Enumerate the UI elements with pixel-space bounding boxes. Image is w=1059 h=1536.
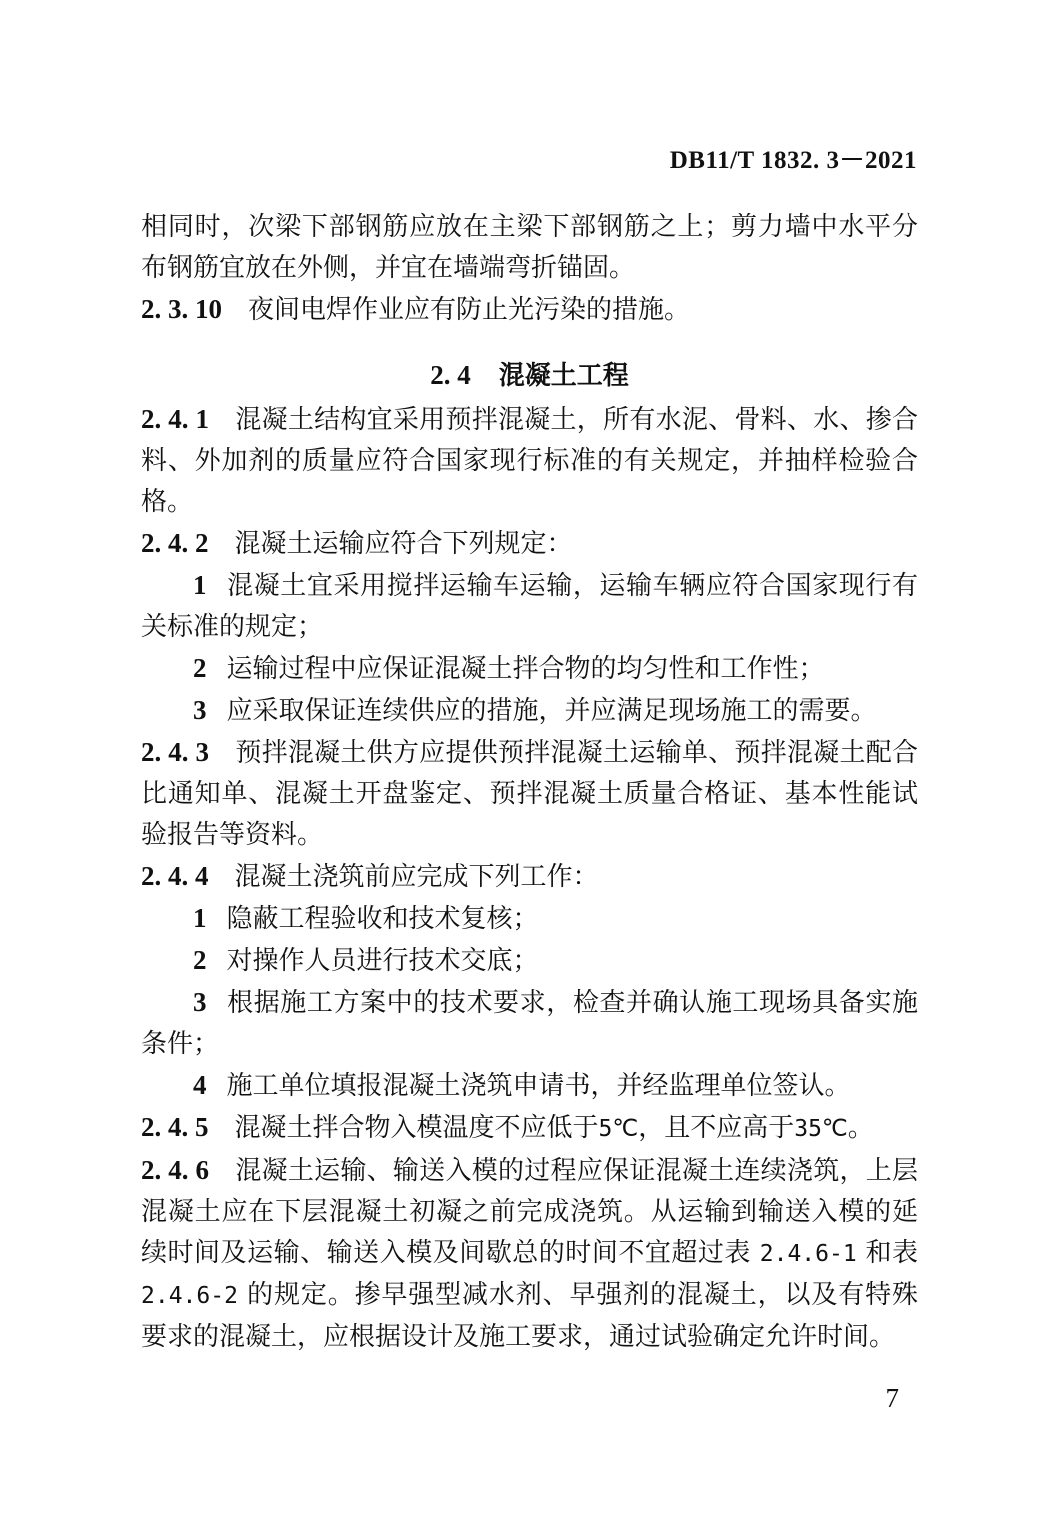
clause-text: 夜间电焊作业应有防止光污染的措施。 xyxy=(248,295,691,325)
clause-text: ，且不应高于 xyxy=(638,1113,795,1143)
list-item xyxy=(141,565,918,648)
clause-text: 预拌混凝土供方应提供预拌混凝土运输单、预拌混凝土配合比通知单、混凝土开盘鉴定、预拌混凝土质量合格证、基本性能试验报告等资料。 xyxy=(141,738,918,850)
clause-text: 混凝土运输、输送入模的过程应保证混凝土连续浇筑，上层混凝土应在下层混凝土初凝之前完成浇筑。从运输到输送入模的延续时间及运输、输送入模及间歇总的时间不宜超过表 xyxy=(141,1156,918,1268)
clause-number: 2. 3. 10 xyxy=(141,294,222,324)
list-item xyxy=(141,690,918,732)
clause-number: 2. 4. 5 xyxy=(141,1112,209,1142)
clause-2-4-6 xyxy=(141,1150,918,1358)
clause-2-3-10 xyxy=(141,289,918,331)
item-text: 运输过程中应保证混凝土拌合物的均匀性和工作性； xyxy=(226,654,825,684)
list-item xyxy=(141,648,918,690)
list-item xyxy=(141,1065,918,1107)
item-number: 3 xyxy=(193,695,207,725)
clause-2-4-5 xyxy=(141,1107,918,1150)
clause-text: 。 xyxy=(847,1113,874,1143)
clause-number: 2. 4. 1 xyxy=(141,404,210,434)
item-text: 对操作人员进行技术交底； xyxy=(226,946,539,976)
clause-text: 混凝土结构宜采用预拌混凝土，所有水泥、骨料、水、掺合料、外加剂的质量应符合国家现行标准的有关规定，并抽样检验合格。 xyxy=(141,405,918,517)
item-number: 2 xyxy=(193,653,207,683)
clause-text: 混凝土运输应符合下列规定： xyxy=(234,529,573,559)
document-body xyxy=(141,207,918,1358)
section-heading xyxy=(141,355,918,397)
clause-text: 混凝土浇筑前应完成下列工作： xyxy=(234,862,599,892)
clause-number: 2. 4. 4 xyxy=(141,861,209,891)
section-number: 2. 4 xyxy=(430,360,471,390)
item-text: 应采取保证连续供应的措施，并应满足现场施工的需要。 xyxy=(226,696,877,726)
item-text: 根据施工方案中的技术要求，检查并确认施工现场具备实施条件； xyxy=(141,988,918,1059)
continuation-paragraph: 相同时，次梁下部钢筋应放在主梁下部钢筋之上；剪力墙中水平分布钢筋宜放在外侧，并宜在墙端弯折锚固。 xyxy=(141,212,918,283)
temperature-high: 35℃ xyxy=(794,1116,848,1142)
item-number: 3 xyxy=(193,987,207,1017)
item-number: 1 xyxy=(193,903,207,933)
item-number: 2 xyxy=(193,945,207,975)
list-item xyxy=(141,898,918,940)
clause-2-4-3 xyxy=(141,732,918,856)
clause-number: 2. 4. 6 xyxy=(141,1155,210,1185)
clause-number: 2. 4. 3 xyxy=(141,737,210,767)
standard-code-header: DB11/T 1832. 3－2021 xyxy=(669,147,917,174)
temperature-low: 5℃ xyxy=(598,1116,639,1142)
item-number: 1 xyxy=(193,570,207,600)
page-number: 7 xyxy=(885,1383,899,1413)
list-item xyxy=(141,982,918,1065)
clause-text: 的规定。掺早强型减水剂、早强剂的混凝土，以及有特殊要求的混凝土，应根据设计及施工要求，通过试验确定允许时间。 xyxy=(141,1280,918,1352)
list-item xyxy=(141,940,918,982)
item-text: 隐蔽工程验收和技术复核； xyxy=(226,904,539,934)
table-reference: 2.4.6-2 xyxy=(141,1283,238,1309)
item-text: 施工单位填报混凝土浇筑申请书，并经监理单位签认。 xyxy=(226,1071,851,1101)
clause-2-4-4 xyxy=(141,856,918,898)
table-reference: 2.4.6-1 xyxy=(759,1241,857,1267)
item-number: 4 xyxy=(193,1070,207,1100)
clause-2-4-2 xyxy=(141,523,918,565)
clause-text: 混凝土拌合物入模温度不应低于 xyxy=(234,1113,599,1143)
section-title: 混凝土工程 xyxy=(498,361,629,391)
clause-number: 2. 4. 2 xyxy=(141,528,209,558)
item-text: 混凝土宜采用搅拌运输车运输，运输车辆应符合国家现行有关标准的规定； xyxy=(141,571,918,642)
clause-2-4-1 xyxy=(141,399,918,523)
clause-text: 和表 xyxy=(865,1238,919,1268)
